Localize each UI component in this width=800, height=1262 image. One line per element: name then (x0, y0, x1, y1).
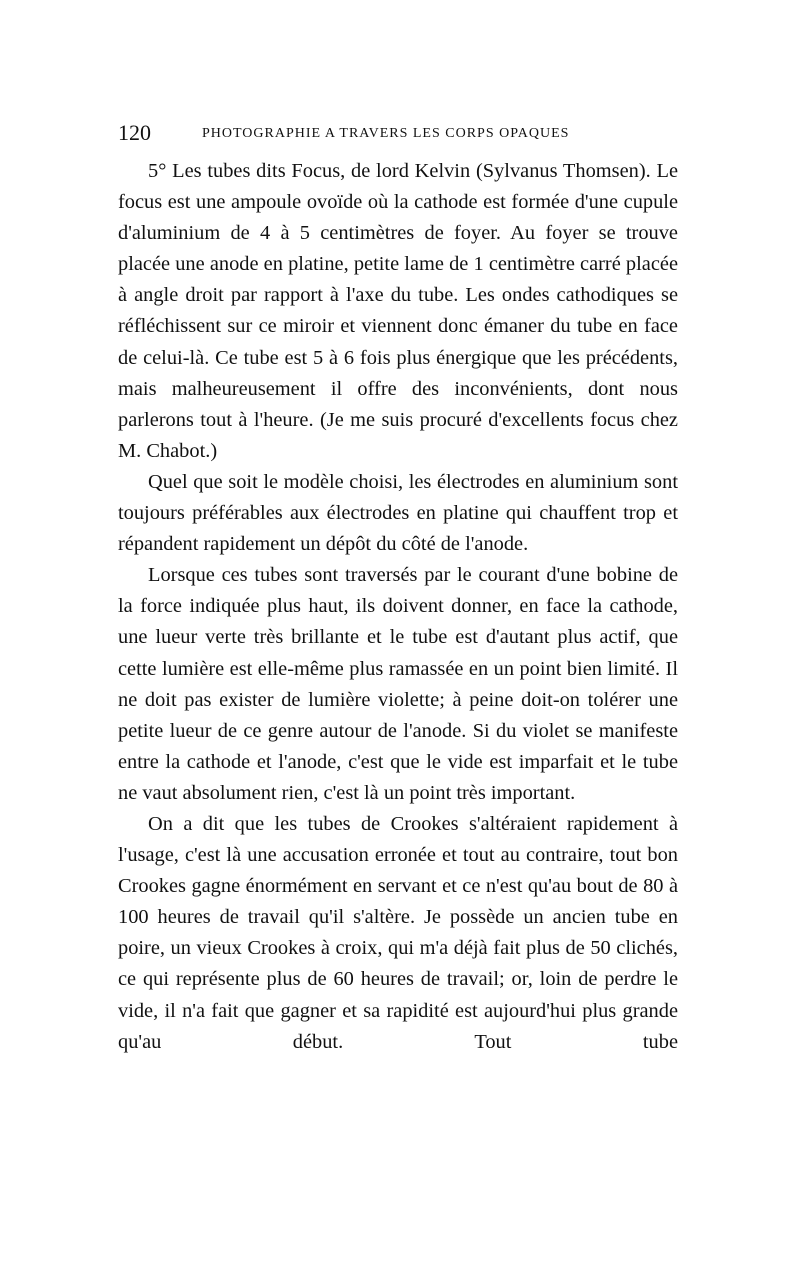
paragraph-electrodes: Quel que soit le modèle choisi, les électrodes en aluminium sont toujours préférables aux électrodes en platine qui chauffent trop et répandent rapidement un dépôt du côté de l'anode. (118, 470, 678, 556)
paragraph-crookes-wear: On a dit que les tubes de Crookes s'altéraient rapidement à l'usage, c'est là une accusation erronée et tout au contraire, tout bon Crookes gagne énormément en servant et ce n'est qu'au bout de 80 à 100 heures de travail qu'il s'altère. Je possède un ancien tube en poire, un vieux Crookes à croix, qui m'a déjà fait plus de 50 clichés, ce qui représente plus de 60 heures de travail; or, loin de perdre le vide, il n'a fait que gagner et sa rapidité est aujourd'hui plus grande qu'au début. Tout tube (118, 812, 678, 1053)
running-title: PHOTOGRAPHIE A TRAVERS LES CORPS OPAQUES (202, 126, 570, 141)
paragraph-tube-glow: Lorsque ces tubes sont traversés par le courant d'une bobine de la force indiquée plus haut, ils doivent donner, en face la cathode, une lueur verte très brillante et le tube est d'autant plus actif, que cette lumière est elle-même plus ramassée en un point bien limité. Il ne doit pas exister de lumière violette; à peine doit-on tolérer une petite lueur de ce genre autour de l'anode. Si du violet se manifeste entre la cathode et l'anode, c'est que le vide est imparfait et le tube ne vaut absolument rien, c'est là un point très important. (118, 564, 678, 804)
page-header (118, 120, 678, 146)
body-text (118, 156, 678, 1058)
paragraph-focus-tubes: 5° Les tubes dits Focus, de lord Kelvin (Sylvanus Thomsen). Le focus est une ampoule ovoïde où la cathode est formée d'une cupule d'aluminium de 4 à 5 centimètres de foyer. Au foyer se trouve placée une anode en platine, petite lame de 1 centimètre carré placée à angle droit par rapport à l'axe du tube. Les ondes cathodiques se réfléchissent sur ce miroir et viennent donc émaner du tube en face de celui-là. Ce tube est 5 à 6 fois plus énergique que les précédents, mais malheureusement il offre des inconvénients, dont nous parlerons tout à l'heure. (Je me suis procuré d'excellents focus chez M. Chabot.) (118, 160, 678, 462)
page-number: 120 (118, 120, 151, 145)
